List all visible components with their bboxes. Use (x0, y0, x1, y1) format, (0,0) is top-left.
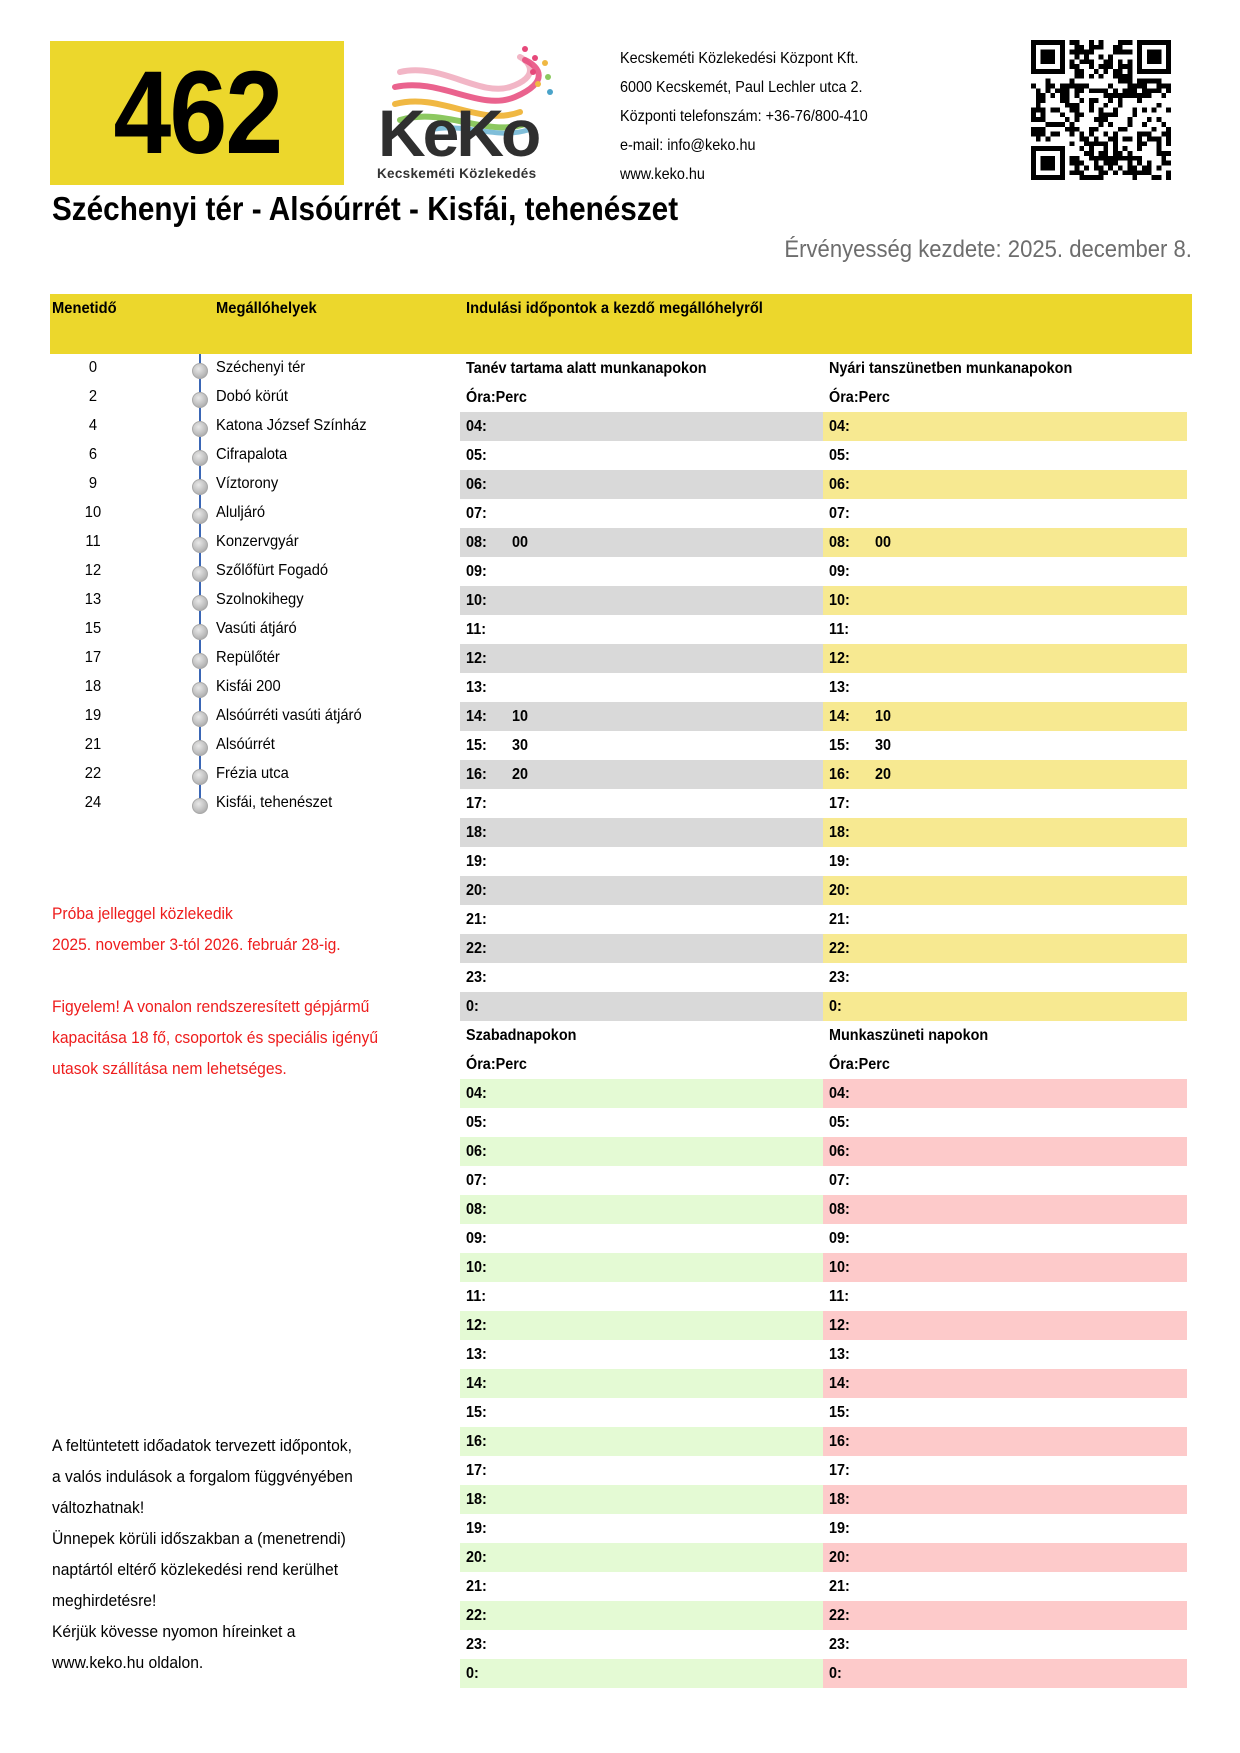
timetable-row (823, 1282, 1187, 1311)
timetable-row (823, 1224, 1187, 1253)
timetable-row (823, 586, 1187, 615)
timetable-row (823, 992, 1187, 1021)
stop-name: Vasúti átjáró (216, 620, 297, 637)
hour-label: 04: (829, 418, 850, 435)
hour-label: 13: (466, 1346, 487, 1363)
info-line: www.keko.hu oldalon. (52, 1653, 204, 1672)
timetable-row (460, 528, 824, 557)
warning-line: kapacitása 18 fő, csoportok és speciális igényű (52, 1028, 379, 1047)
stop-travel-time: 11 (85, 533, 101, 550)
hour-label: 20: (466, 1549, 487, 1566)
info-note (52, 1430, 353, 1678)
stop-marker-icon (192, 595, 208, 611)
stop-row (50, 586, 450, 615)
stop-row (50, 412, 450, 441)
timetable-row (460, 1427, 824, 1456)
timetable-row (823, 644, 1187, 673)
timetable-summer-weekdays (823, 354, 1187, 1021)
trial-notice-line: 2025. november 3-tól 2026. február 28-ig. (52, 935, 341, 954)
timetable-row (823, 1572, 1187, 1601)
qr-code-icon[interactable] (1025, 40, 1177, 180)
info-line: a valós indulások a forgalom függvényében (52, 1467, 353, 1486)
info-line: naptártól eltérő közlekedési rend kerülhet (52, 1560, 339, 1579)
hour-label: 22: (466, 1607, 487, 1624)
timetable-row (823, 789, 1187, 818)
timetable-row (460, 760, 824, 789)
hour-label: 0: (466, 1665, 479, 1682)
hour-label: 04: (466, 1085, 487, 1102)
timetable-row (823, 1340, 1187, 1369)
logo-wordmark: KeKo (378, 96, 539, 170)
timetable-row (460, 702, 824, 731)
timetable-row (460, 789, 824, 818)
timetable-row (460, 1195, 824, 1224)
hour-label: 20: (829, 882, 850, 899)
stop-marker-icon (192, 740, 208, 756)
stop-travel-time: 21 (84, 736, 102, 753)
hour-label: 13: (466, 679, 487, 696)
timetable-row (460, 1079, 824, 1108)
company-address: 6000 Kecskemét, Paul Lechler utca 2. (620, 79, 863, 96)
timetable-subtitle: Óra:Perc (829, 1056, 890, 1073)
hour-label: 08: (466, 534, 487, 551)
timetable-row (460, 1340, 824, 1369)
stop-travel-time: 18 (84, 678, 102, 695)
stop-row (50, 731, 450, 760)
minute-values: 30 (875, 737, 892, 754)
route-title: Széchenyi tér - Alsóúrrét - Kisfái, tehenészet (52, 190, 679, 227)
timetable-subtitle: Óra:Perc (466, 1056, 527, 1073)
timetable-row (823, 1253, 1187, 1282)
stop-name: Frézia utca (216, 765, 289, 782)
hour-label: 06: (466, 476, 487, 493)
timetable-row (823, 1601, 1187, 1630)
stop-name: Kisfái 200 (216, 678, 281, 695)
hour-label: 0: (829, 998, 842, 1015)
timetable-row (460, 1108, 824, 1137)
stop-marker-icon (192, 682, 208, 698)
hour-label: 22: (829, 1607, 850, 1624)
hour-label: 14: (829, 708, 850, 725)
stop-name: Szolnokihegy (216, 591, 304, 608)
timetable-row (823, 412, 1187, 441)
stop-marker-icon (192, 479, 208, 495)
stop-row (50, 383, 450, 412)
stop-travel-time: 2 (88, 388, 98, 405)
logo-subtitle: Kecskeméti Közlekedés (377, 166, 537, 181)
header-stops: Megállóhelyek (216, 300, 317, 317)
hour-label: 07: (466, 505, 487, 522)
stop-travel-time: 15 (84, 620, 102, 637)
hour-label: 0: (829, 1665, 842, 1682)
hour-label: 20: (466, 882, 487, 899)
stop-travel-time: 6 (88, 446, 98, 463)
timetable-row (823, 702, 1187, 731)
hour-label: 17: (829, 795, 850, 812)
hour-label: 10: (466, 592, 487, 609)
hour-label: 19: (466, 1520, 487, 1537)
hour-label: 15: (829, 737, 850, 754)
timetable-row (460, 1485, 824, 1514)
hour-label: 16: (466, 766, 487, 783)
hour-label: 14: (829, 1375, 850, 1392)
stop-list (50, 354, 450, 818)
stop-row (50, 528, 450, 557)
stop-travel-time: 19 (84, 707, 102, 724)
hour-label: 17: (466, 1462, 487, 1479)
info-line: A feltüntetett időadatok tervezett időpontok, (52, 1436, 352, 1455)
timetable-row (823, 1369, 1187, 1398)
stop-marker-icon (192, 711, 208, 727)
hour-label: 09: (466, 1230, 487, 1247)
hour-label: 09: (829, 563, 850, 580)
stop-marker-icon (192, 798, 208, 814)
hour-label: 17: (829, 1462, 850, 1479)
hour-label: 10: (829, 1259, 850, 1276)
timetable-row (460, 1456, 824, 1485)
timetable-title: Nyári tanszünetben munkanapokon (829, 360, 1073, 377)
timetable-row (460, 934, 824, 963)
warning-line: Figyelem! A vonalon rendszeresített gépjármű (52, 997, 370, 1016)
header-departures: Indulási időpontok a kezdő megállóhelyről (466, 300, 763, 317)
hour-label: 21: (829, 911, 850, 928)
timetable-title: Szabadnapokon (466, 1027, 577, 1044)
hour-label: 23: (829, 969, 850, 986)
stop-name: Széchenyi tér (216, 359, 306, 376)
stop-row (50, 470, 450, 499)
minute-values: 00 (512, 534, 529, 551)
timetable-row (460, 673, 824, 702)
hour-label: 19: (829, 1520, 850, 1537)
hour-label: 08: (829, 1201, 850, 1218)
hour-label: 06: (829, 1143, 850, 1160)
hour-label: 15: (466, 1404, 487, 1421)
info-line: változhatnak! (52, 1498, 145, 1517)
hour-label: 11: (466, 621, 487, 638)
hour-label: 21: (829, 1578, 850, 1595)
timetable-row (823, 441, 1187, 470)
timetable-row (460, 1398, 824, 1427)
timetable-row (460, 557, 824, 586)
hour-label: 19: (466, 853, 487, 870)
timetable-row (460, 1514, 824, 1543)
timetable-row (460, 1282, 824, 1311)
timetable-subtitle: Óra:Perc (829, 389, 890, 406)
hour-label: 04: (466, 418, 487, 435)
timetable-row (460, 1166, 824, 1195)
stop-travel-time: 24 (84, 794, 102, 811)
stop-row (50, 615, 450, 644)
hour-label: 14: (466, 708, 487, 725)
hour-label: 11: (466, 1288, 487, 1305)
timetable-row (823, 673, 1187, 702)
stop-travel-time: 4 (88, 417, 98, 434)
stop-marker-icon (192, 566, 208, 582)
stop-name: Konzervgyár (216, 533, 299, 550)
stop-travel-time: 13 (84, 591, 102, 608)
hour-label: 17: (466, 795, 487, 812)
route-number: 462 (113, 47, 281, 179)
timetable-row (460, 1601, 824, 1630)
timetable-saturdays (460, 1021, 824, 1688)
hour-label: 08: (829, 534, 850, 551)
minute-values: 10 (875, 708, 892, 725)
timetable-row (823, 847, 1187, 876)
timetable-row (823, 1195, 1187, 1224)
timetable-row (460, 1572, 824, 1601)
stop-name: Aluljáró (216, 504, 266, 521)
validity-date: Érvényesség kezdete: 2025. december 8. (784, 236, 1192, 263)
hour-label: 22: (466, 940, 487, 957)
minute-values: 10 (512, 708, 529, 725)
stop-row (50, 789, 450, 818)
hour-label: 11: (829, 1288, 850, 1305)
timetable-row (823, 470, 1187, 499)
timetable-row (460, 644, 824, 673)
stop-name: Szőlőfürt Fogadó (216, 562, 329, 579)
timetable-row (823, 1659, 1187, 1688)
hour-label: 10: (829, 592, 850, 609)
hour-label: 16: (829, 1433, 850, 1450)
timetable-row (460, 1369, 824, 1398)
timetable-row (460, 1311, 824, 1340)
timetable-row (823, 528, 1187, 557)
timetable-row (823, 1427, 1187, 1456)
capacity-warning (52, 991, 378, 1084)
timetable-row (823, 1311, 1187, 1340)
hour-label: 07: (829, 1172, 850, 1189)
hour-label: 18: (829, 1491, 850, 1508)
company-name: Kecskeméti Közlekedési Központ Kft. (620, 50, 859, 67)
minute-values: 20 (875, 766, 892, 783)
hour-label: 23: (829, 1636, 850, 1653)
timetable-row (823, 876, 1187, 905)
stop-row (50, 354, 450, 383)
timetable-row (460, 1630, 824, 1659)
hour-label: 0: (466, 998, 479, 1015)
hour-label: 14: (466, 1375, 487, 1392)
stop-name: Alsóúrréti vasúti átjáró (216, 707, 362, 724)
timetable-row (460, 818, 824, 847)
stop-marker-icon (192, 363, 208, 379)
stop-marker-icon (192, 769, 208, 785)
timetable-row (823, 1543, 1187, 1572)
hour-label: 15: (829, 1404, 850, 1421)
hour-label: 18: (466, 824, 487, 841)
hour-label: 13: (829, 1346, 850, 1363)
stop-name: Víztorony (216, 475, 279, 492)
stop-name: Cifrapalota (216, 446, 288, 463)
hour-label: 07: (466, 1172, 487, 1189)
timetable-row (460, 905, 824, 934)
hour-label: 18: (829, 824, 850, 841)
stop-row (50, 644, 450, 673)
hour-label: 09: (466, 563, 487, 580)
timetable-row (823, 905, 1187, 934)
stop-row (50, 499, 450, 528)
hour-label: 12: (829, 650, 850, 667)
hour-label: 15: (466, 737, 487, 754)
timetable-row (460, 847, 824, 876)
company-email[interactable]: e-mail: info@keko.hu (620, 137, 756, 154)
stop-travel-time: 12 (84, 562, 102, 579)
stop-marker-icon (192, 624, 208, 640)
hour-label: 09: (829, 1230, 850, 1247)
warning-line: utasok szállítása nem lehetséges. (52, 1059, 287, 1078)
trial-notice-line: Próba jelleggel közlekedik (52, 904, 233, 923)
hour-label: 11: (829, 621, 850, 638)
timetable-row (823, 557, 1187, 586)
hour-label: 23: (466, 1636, 487, 1653)
hour-label: 05: (466, 1114, 487, 1131)
timetable-title: Tanév tartama alatt munkanapokon (466, 360, 707, 377)
hour-label: 12: (829, 1317, 850, 1334)
timetable-row (460, 615, 824, 644)
stop-name: Kisfái, tehenészet (216, 794, 333, 811)
timetable-row (460, 1253, 824, 1282)
timetable-row (460, 963, 824, 992)
stop-name: Repülőtér (216, 649, 280, 666)
timetable-holidays (823, 1021, 1187, 1688)
hour-label: 21: (466, 1578, 487, 1595)
timetable-row (823, 760, 1187, 789)
hour-label: 06: (466, 1143, 487, 1160)
hour-label: 21: (466, 911, 487, 928)
minute-values: 20 (512, 766, 529, 783)
stop-travel-time: 0 (88, 359, 98, 376)
hour-label: 19: (829, 853, 850, 870)
hour-label: 22: (829, 940, 850, 957)
stop-travel-time: 9 (88, 475, 98, 492)
timetable-row (823, 731, 1187, 760)
stop-row (50, 441, 450, 470)
info-line: Kérjük kövesse nyomon híreinket a (52, 1622, 296, 1641)
timetable-row (823, 1456, 1187, 1485)
hour-label: 13: (829, 679, 850, 696)
minute-values: 00 (875, 534, 892, 551)
timetable-row (460, 1224, 824, 1253)
timetable-row (460, 1659, 824, 1688)
timetable-row (823, 934, 1187, 963)
timetable-row (823, 963, 1187, 992)
stop-name: Katona József Színház (216, 417, 367, 434)
timetable-school-weekdays (460, 354, 824, 1021)
company-phone: Központi telefonszám: +36-76/800-410 (620, 108, 868, 125)
trial-notice (52, 898, 341, 960)
timetable-row (460, 1543, 824, 1572)
stop-marker-icon (192, 653, 208, 669)
stop-row (50, 557, 450, 586)
timetable-row (823, 1398, 1187, 1427)
stop-row (50, 702, 450, 731)
timetable-row (823, 1079, 1187, 1108)
hour-label: 05: (829, 1114, 850, 1131)
company-website[interactable]: www.keko.hu (620, 166, 705, 183)
minute-values: 30 (512, 737, 529, 754)
company-info (620, 44, 868, 189)
timetable-row (460, 586, 824, 615)
timetable-row (460, 731, 824, 760)
hour-label: 05: (829, 447, 850, 464)
timetable-row (460, 1137, 824, 1166)
hour-label: 23: (466, 969, 487, 986)
timetable-row (823, 615, 1187, 644)
timetable-subtitle: Óra:Perc (466, 389, 527, 406)
stop-marker-icon (192, 537, 208, 553)
timetable-row (460, 499, 824, 528)
hour-label: 07: (829, 505, 850, 522)
stop-marker-icon (192, 508, 208, 524)
hour-label: 06: (829, 476, 850, 493)
header-travel-time: Menetidő (52, 300, 117, 317)
timetable-row (460, 412, 824, 441)
timetable-row (823, 1485, 1187, 1514)
stop-marker-icon (192, 450, 208, 466)
hour-label: 20: (829, 1549, 850, 1566)
stop-travel-time: 22 (84, 765, 102, 782)
hour-label: 16: (466, 1433, 487, 1450)
hour-label: 12: (466, 650, 487, 667)
timetable-row (823, 1166, 1187, 1195)
stop-marker-icon (192, 392, 208, 408)
timetable-row (460, 992, 824, 1021)
hour-label: 10: (466, 1259, 487, 1276)
stop-row (50, 760, 450, 789)
info-line: meghirdetésre! (52, 1591, 157, 1610)
timetable-title: Munkaszüneti napokon (829, 1027, 989, 1044)
timetable-row (460, 876, 824, 905)
hour-label: 05: (466, 447, 487, 464)
timetable-row (823, 1108, 1187, 1137)
timetable-row (823, 818, 1187, 847)
timetable-row (460, 470, 824, 499)
timetable-row (460, 441, 824, 470)
timetable-row (823, 1630, 1187, 1659)
stop-travel-time: 17 (84, 649, 102, 666)
timetable-row (823, 1514, 1187, 1543)
stop-travel-time: 10 (84, 504, 102, 521)
stop-name: Alsóúrrét (216, 736, 275, 753)
hour-label: 08: (466, 1201, 487, 1218)
stop-name: Dobó körút (216, 388, 289, 405)
timetable-row (823, 499, 1187, 528)
hour-label: 04: (829, 1085, 850, 1102)
route-number-badge (50, 41, 344, 185)
info-line: Ünnepek körüli időszakban a (menetrendi) (52, 1529, 346, 1548)
hour-label: 16: (829, 766, 850, 783)
timetable-row (823, 1137, 1187, 1166)
stop-marker-icon (192, 421, 208, 437)
stop-row (50, 673, 450, 702)
hour-label: 12: (466, 1317, 487, 1334)
hour-label: 18: (466, 1491, 487, 1508)
